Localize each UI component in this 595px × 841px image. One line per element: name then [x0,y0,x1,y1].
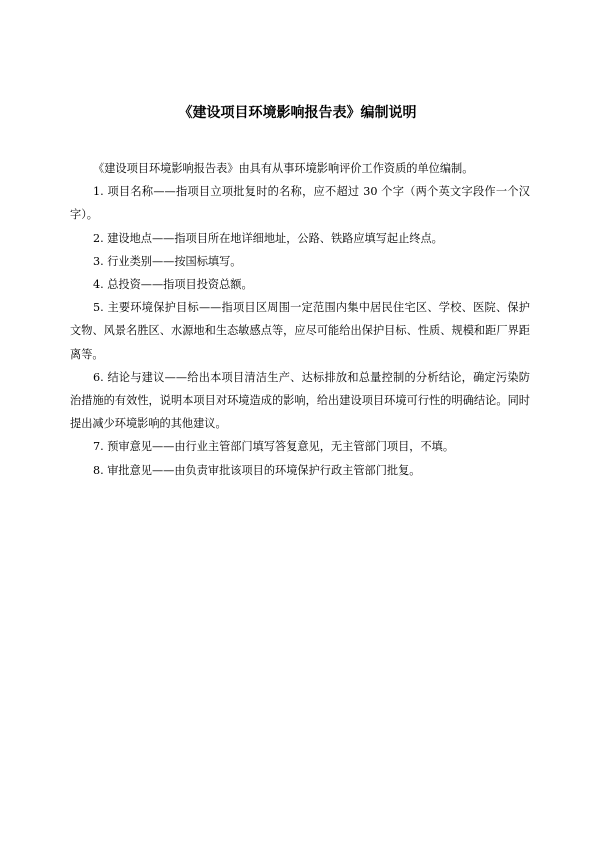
item-project-name: 1. 项目名称——指项目立项批复时的名称，应不超过 30 个字（两个英文字段作一个汉字）。 [70,185,530,222]
item-approval-opinion: 8. 审批意见——由负责审批该项目的环境保护行政主管部门批复。 [93,463,421,477]
item-preliminary-review: 7. 预审意见——由行业主管部门填写答复意见，无主管部门项目，不填。 [93,440,455,454]
item-construction-site: 2. 建设地点——指项目所在地详细地址，公路、铁路应填写起止终点。 [93,231,443,245]
item-protection-targets: 5. 主要环境保护目标——指项目区周围一定范围内集中居民住宅区、学校、医院、保护文物、风景名胜区、水源地和生态敏感点等，应尽可能给出保护目标、性质、规模和距厂界距离等。 [70,301,530,361]
item-conclusions: 6. 结论与建议——给出本项目清洁生产、达标排放和总量控制的分析结论，确定污染防治措施的有效性，说明本项目对环境造成的影响，给出建设项目环境可行性的明确结论。同时提出减少环境影响的其他建议。 [70,370,530,431]
page-title: 《建设项目环境影响报告表》编制说明 [178,105,417,121]
item-industry-category: 3. 行业类别——按国标填写。 [93,254,242,268]
item-total-investment: 4. 总投资——指项目投资总额。 [93,278,253,292]
document-body [70,157,530,482]
intro-paragraph: 《建设项目环境影响报告表》由具有从事环境影响评价工作资质的单位编制。 [93,162,474,175]
